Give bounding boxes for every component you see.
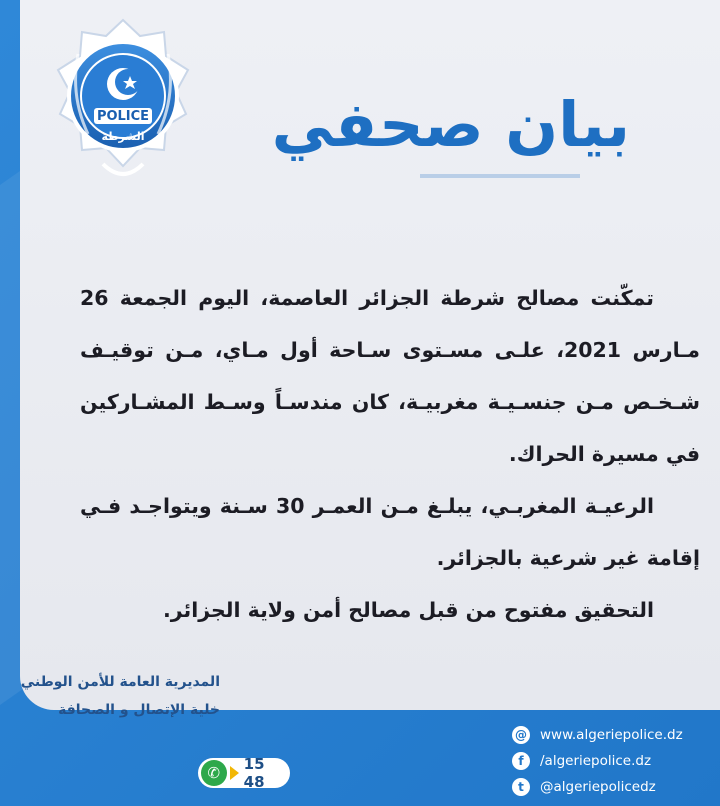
paragraph-text: الرعيـة المغربـي، يبلـغ مـن العمـر 30 سـنة ويتواجـد فـي إقامة غير شرعية بالجزائر.: [80, 494, 700, 570]
contact-list: [512, 722, 712, 800]
contact-twitter[interactable]: [512, 774, 712, 800]
seal-police-text: POLICE: [96, 109, 150, 124]
seal-arabic-text: الشرطة: [101, 130, 145, 143]
department-unit: خلية الإتصال و الصحافة: [58, 702, 220, 718]
statement-paragraph: [80, 480, 700, 584]
phone-number: 15 48: [243, 755, 265, 791]
statement-paragraph: [80, 584, 700, 636]
police-seal-logo: [48, 14, 198, 194]
contact-text: @algeriepolicedz: [540, 779, 656, 795]
paragraph-text: تمكّنت مصالح شرطة الجزائر العاصمة، اليوم الجمعة 26 مـارس 2021، علـى مسـتوى سـاحة أول مـاي، مـن توقيـف شـخـص مـن جنسـيـة مغربيـة، كان مندسـاً وسـط المشـاركين في مسيرة الحراك.: [80, 286, 700, 466]
contact-text: www.algeriepolice.dz: [540, 727, 683, 743]
statement-body: [80, 272, 700, 636]
department-signature: [0, 668, 220, 724]
statement-paragraph: [80, 272, 700, 480]
page-title: بيان صحفي: [271, 88, 630, 161]
statement-card: [20, 0, 720, 718]
phone-badge[interactable]: [198, 755, 290, 791]
twitter-icon: t: [512, 778, 530, 796]
department-name: المديرية العامة للأمن الوطني: [20, 674, 220, 690]
facebook-icon: f: [512, 752, 530, 770]
contact-text: /algeriepolice.dz: [540, 753, 652, 769]
phone-icon: ✆: [201, 760, 227, 786]
title-underline: [420, 174, 580, 178]
arrow-icon: [230, 766, 239, 780]
paragraph-text: التحقيق مفتوح من قبل مصالح أمن ولاية الجزائر.: [163, 598, 654, 622]
globe-icon: @: [512, 726, 530, 744]
contact-website[interactable]: [512, 722, 712, 748]
contact-facebook[interactable]: [512, 748, 712, 774]
